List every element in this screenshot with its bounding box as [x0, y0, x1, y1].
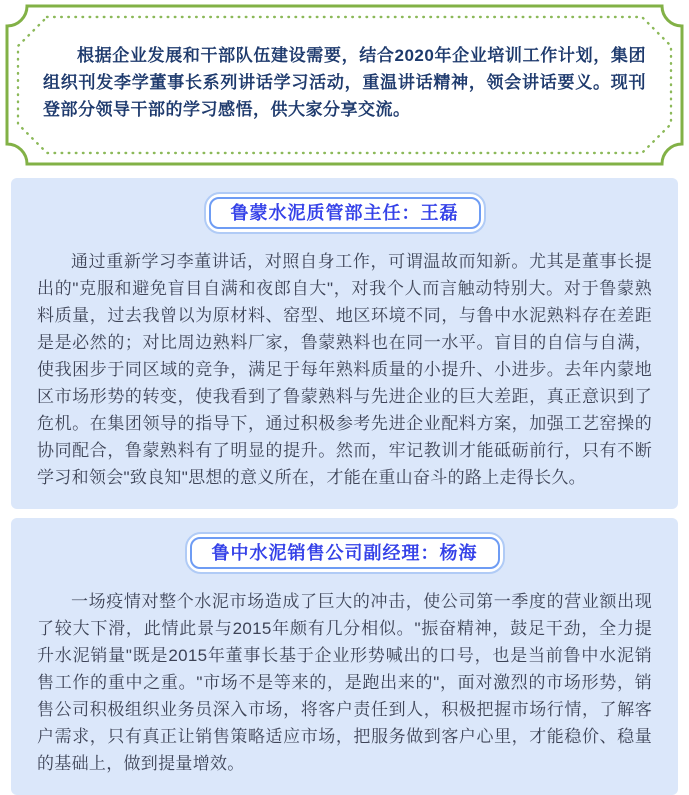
section-card-2 — [11, 518, 678, 795]
section-title-badge-1 — [11, 192, 678, 234]
section-title-badge-2 — [11, 532, 678, 574]
badge-label-1: 鲁蒙水泥质管部主任：王磊 — [209, 197, 481, 229]
intro-text: 根据企业发展和干部队伍建设需要，结合2020年企业培训工作计划，集团组织刊发李学董事长系列讲话学习活动，重温讲话精神，领会讲话要义。现刊登部分领导干部的学习感悟，供大家分享交流。 — [43, 46, 646, 119]
badge-frame-1 — [204, 192, 486, 234]
page — [0, 2, 689, 781]
intro-box — [3, 2, 686, 168]
section-card-1 — [11, 178, 678, 509]
section-paragraph-1: 通过重新学习李董讲话，对照自身工作，可谓温故而知新。尤其是董事长提出的"克服和避免盲目自满和夜郎自大"，对我个人而言触动特别大。对于鲁蒙熟料质量，过去我曾以为原材料、窑型、地区环境不同，与鲁中水泥熟料存在差距是是必然的；对比周边熟料厂家，鲁蒙熟料也在同一水平。盲目的自信与自满，使我困步于同区域的竞争，满足于每年熟料质量的小提升、小进步。去年内蒙地区市场形势的转变，使我看到了鲁蒙熟料与先进企业的巨大差距，真正意识到了危机。在集团领导的指导下，通过积极参考先进企业配料方案，加强工艺窑操的协同配合，鲁蒙熟料有了明显的提升。然而，牢记教训才能砥砺前行，只有不断学习和领会"致良知"思想的意义所在，才能在重山奋斗的路上走得长久。 — [37, 252, 652, 487]
section-paragraph-2: 一场疫情对整个水泥市场造成了巨大的冲击，使公司第一季度的营业额出现了较大下滑，此情此景与2015年颇有几分相似。"振奋精神，鼓足干劲，全力提升水泥销量"既是2015年董事长基于企业形势喊出的口号，也是当前鲁中水泥销售工作的重中之重。"市场不是等来的，是跑出来的"，面对激烈的市场形势，销售公司积极组织业务员深入市场，将客户责任到人，积极把握市场行情，了解客户需求，只有真正让销售策略适应市场，把服务做到客户心里，才能稳价、稳量的基础上，做到提量增效。 — [37, 592, 652, 773]
badge-label-2: 鲁中水泥销售公司副经理：杨海 — [190, 537, 500, 569]
badge-frame-2 — [185, 532, 505, 574]
